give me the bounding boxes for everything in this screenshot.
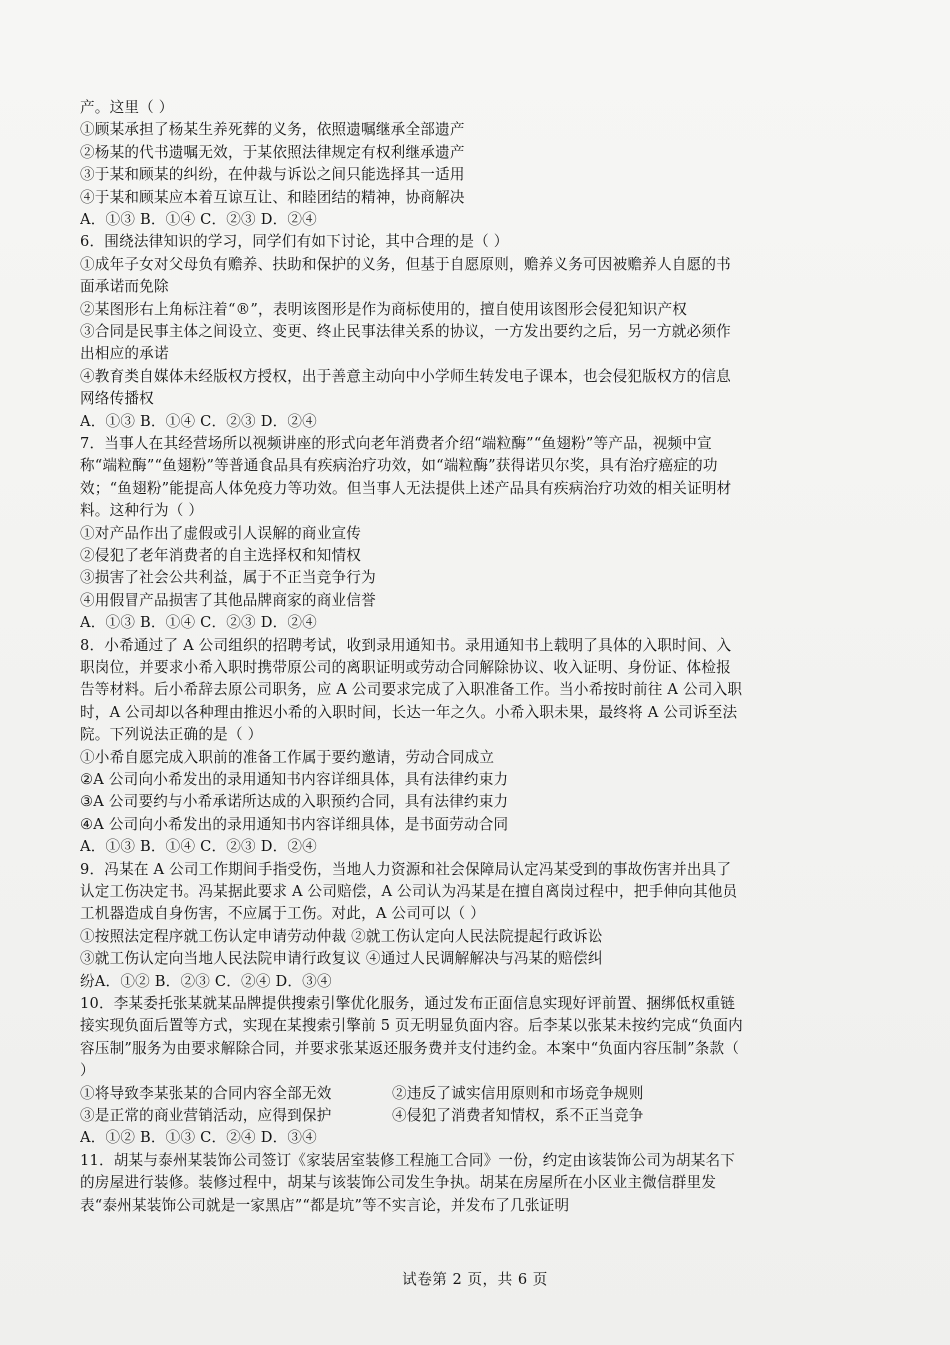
q7-stem: 7．当事人在其经营场所以视频讲座的形式向老年消费者介绍“端粒酶”“鱼翅粉”等产品，视频中宣称“端粒酶”“鱼翅粉”等普通食品具有疾病治疗功效，如“端粒酶”获得诺贝尔奖，具有治疗癌症的功效；“鱼翅粉”能提高人体免疫力等功效。但当事人无法提供上述产品具有疾病治疗功效的相关证明材料。这种行为（ ） [80, 434, 732, 520]
q7-option-4: ④用假冒产品损害了其他品牌商家的商业信誉 [80, 591, 376, 609]
q6-option-4: ④教育类自媒体未经版权方授权，出于善意主动向中小学师生转发电子课本，也会侵犯版权方的信息网络传播权 [80, 367, 731, 408]
page-footer: 试卷第 2 页，共 6 页 [402, 1271, 548, 1288]
q7-option-2: ②侵犯了老年消费者的自主选择权和知情权 [80, 546, 362, 564]
q7-option-1: ①对产品作出了虚假或引人误解的商业宣传 [80, 524, 362, 542]
q6-answer-choices: A．①③ B．①④ C．②③ D．②④ [80, 412, 317, 430]
q8-option-4: ④A 公司向小希发出的录用通知书内容详细具体，是书面劳动合同 [80, 815, 509, 833]
q10-option-4: ④侵犯了消费者知情权，系不正当竞争 [392, 1106, 644, 1124]
q7-option-3: ③损害了社会公共利益，属于不正当竞争行为 [80, 569, 376, 587]
q5-option-4: ④于某和顾某应本着互谅互让、和睦团结的精神，协商解决 [80, 188, 465, 206]
q8-answer-choices: A．①③ B．①④ C．②③ D．②④ [80, 838, 317, 856]
q11-stem: 11．胡某与泰州某装饰公司签订《家装居室装修工程施工合同》一份，约定由该装饰公司为胡某名下的房屋进行装修。装修过程中，胡某与该装饰公司发生争执。胡某在房屋所在小区业主微信群里发表“泰州某装饰公司就是一家黑店”“都是坑”等不实言论，并发布了几张证明 [80, 1151, 736, 1214]
q5-option-1: ①顾某承担了杨某生养死葬的义务，依照遗嘱继承全部遗产 [80, 121, 465, 139]
q10-answer-choices: A．①② B．①③ C．②④ D．③④ [80, 1129, 317, 1147]
q10-options-row-2 [80, 1105, 745, 1127]
q6-option-2: ②某图形右上角标注着“®”，表明该图形是作为商标使用的，擅自使用该图形会侵犯知识产权 [80, 300, 688, 318]
q7-answer-choices: A．①③ B．①④ C．②③ D．②④ [80, 614, 317, 632]
q10-stem: 10．李某委托张某就某品牌提供搜索引擎优化服务，通过发布正面信息实现好评前置、捆绑低权重链接实现负面后置等方式，实现在某搜索引擎前 5 页无明显负面内容。后李某以张某未按约完成“负面内容压制”服务为由要求解除合同，并要求张某返还服务费并支付违约金。本案中“负面内容压制”条款（ ） [80, 994, 743, 1080]
q10-options-row-1 [80, 1083, 745, 1105]
q9-options-line-3: 纷A．①② B．②③ C．②④ D．③④ [80, 972, 332, 990]
question-content [80, 97, 745, 1217]
q8-option-2: ②A 公司向小希发出的录用通知书内容详细具体，具有法律约束力 [80, 770, 509, 788]
q6-stem: 6．围绕法律知识的学习，同学们有如下讨论，其中合理的是（ ） [80, 233, 509, 251]
q5-stem-end: 产。这里（ ） [80, 99, 174, 116]
q10-option-2: ②违反了诚实信用原则和市场竞争规则 [392, 1084, 644, 1102]
q8-stem: 8．小希通过了 A 公司组织的招聘考试，收到录用通知书。录用通知书上载明了具体的入职时间、入职岗位，并要求小希入职时携带原公司的离职证明或劳动合同解除协议、收入证明、身份证、体检报告等材料。后小希辞去原公司职务，应 A 公司要求完成了入职准备工作。当小希按时前往 A 公司入职时，A 公司却以各种理由推迟小希的入职时间，长达一年之久。小希入职未果，最终将 A 公司诉至法院。下列说法正确的是（ ） [80, 636, 743, 744]
q6-option-3: ③合同是民事主体之间设立、变更、终止民事法律关系的协议，一方发出要约之后，另一方就必须作出相应的承诺 [80, 322, 731, 363]
q10-option-3: ③是正常的商业营销活动，应得到保护 [80, 1106, 332, 1124]
q5-option-3: ③于某和顾某的纠纷，在仲裁与诉讼之间只能选择其一适用 [80, 166, 465, 184]
q6-option-1: ①成年子女对父母负有赡养、扶助和保护的义务，但基于自愿原则，赡养义务可因被赡养人自愿的书面承诺而免除 [80, 255, 731, 296]
q9-options-line-2: ③就工伤认定向当地人民法院申请行政复议 ④通过人民调解解决与冯某的赔偿纠 [80, 950, 603, 968]
q10-option-1: ①将导致李某张某的合同内容全部无效 [80, 1084, 332, 1102]
q5-option-2: ②杨某的代书遗嘱无效，于某依照法律规定有权利继承遗产 [80, 143, 465, 161]
q5-answer-choices: A．①③ B．①④ C．②③ D．②④ [80, 210, 317, 228]
q8-option-1: ①小希自愿完成入职前的准备工作属于要约邀请，劳动合同成立 [80, 748, 495, 766]
q9-stem: 9．冯某在 A 公司工作期间手指受伤，当地人力资源和社会保障局认定冯某受到的事故伤害并出具了认定工伤决定书。冯某据此要求 A 公司赔偿，A 公司认为冯某是在擅自离岗过程中，把手伸向其他员工机器造成自身伤害，不应属于工伤。对此，A 公司可以（ ） [80, 860, 738, 923]
q9-options-line-1: ①按照法定程序就工伤认定申请劳动仲裁 ②就工伤认定向人民法院提起行政诉讼 [80, 927, 603, 945]
q8-option-3: ③A 公司要约与小希承诺所达成的入职预约合同，具有法律约束力 [80, 793, 509, 811]
